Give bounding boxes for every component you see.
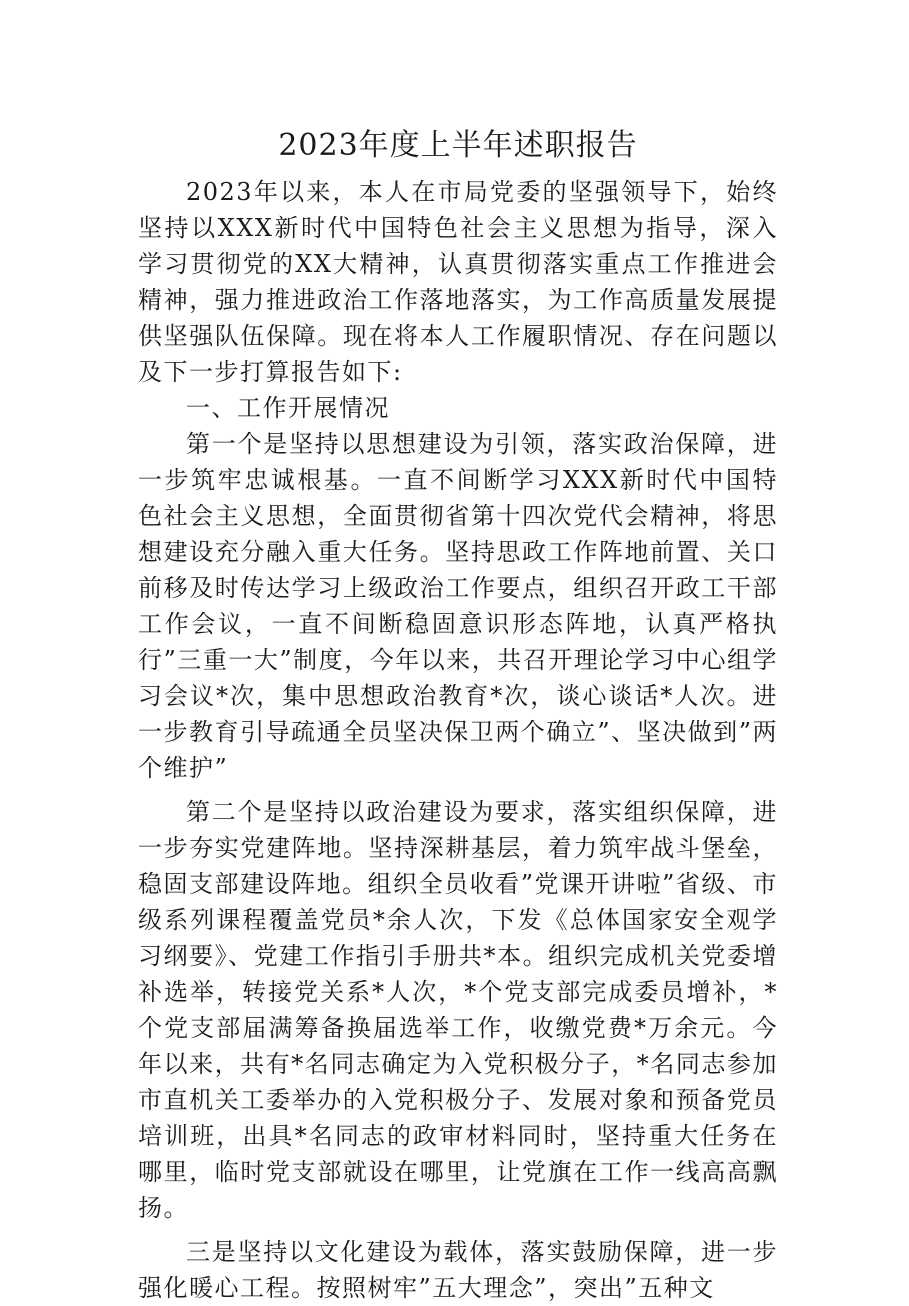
intro-paragraph: 2023年以来，本人在市局党委的坚强领导下，始终坚持以XXX新时代中国特色社会主义思想为指导，深入学习贯彻党的XX大精神，认真贯彻落实重点工作推进会精神，强力推进政治工作落地落实，为工作高质量发展提供坚强队伍保障。现在将本人工作履职情况、存在问题以及下一步打算报告如下: <box>138 178 778 386</box>
section-heading: 一、工作开展情况 <box>186 394 390 422</box>
body-paragraph-3: 三是坚持以文化建设为载体，落实鼓励保障，进一步强化暖心工程。按照树牢”五大理念”，突出”五种文 <box>138 1238 778 1302</box>
document-title: 2023年度上半年述职报告 <box>278 128 638 163</box>
document-page <box>138 122 778 1306</box>
body-paragraph-1: 第一个是坚持以思想建设为引领，落实政治保障，进一步筑牢忠诚根基。一直不间断学习XXX新时代中国特色社会主义思想，全面贯彻省第十四次党代会精神，将思想建设充分融入重大任务。坚持思政工作阵地前置、关口前移及时传达学习上级政治工作要点，组织召开政工干部工作会议，一直不间断稳固意识形态阵地，认真严格执行”三重一大”制度，今年以来，共召开理论学习中心组学习会议*次，集中思想政治教育*次，谈心谈话*人次。进一步教育引导疏通全员坚决保卫两个确立”、坚决做到”两个维护” <box>138 430 778 782</box>
body-paragraph-2: 第二个是坚持以政治建设为要求，落实组织保障，进一步夯实党建阵地。坚持深耕基层，着力筑牢战斗堡垒，稳固支部建设阵地。组织全员收看”党课开讲啦”省级、市级系列课程覆盖党员*余人次，下发《总体国家安全观学习纲要》、党建工作指引手册共*本。组织完成机关党委增补选举，转接党关系*人次，*个党支部完成委员增补，*个党支部届满筹备换届选举工作，收缴党费*万余元。今年以来，共有*名同志确定为入党积极分子，*名同志参加市直机关工委举办的入党积极分子、发展对象和预备党员培训班，出具*名同志的政审材料同时，坚持重大任务在哪里，临时党支部就设在哪里，让党旗在工作一线高高飘扬。 <box>138 798 778 1222</box>
